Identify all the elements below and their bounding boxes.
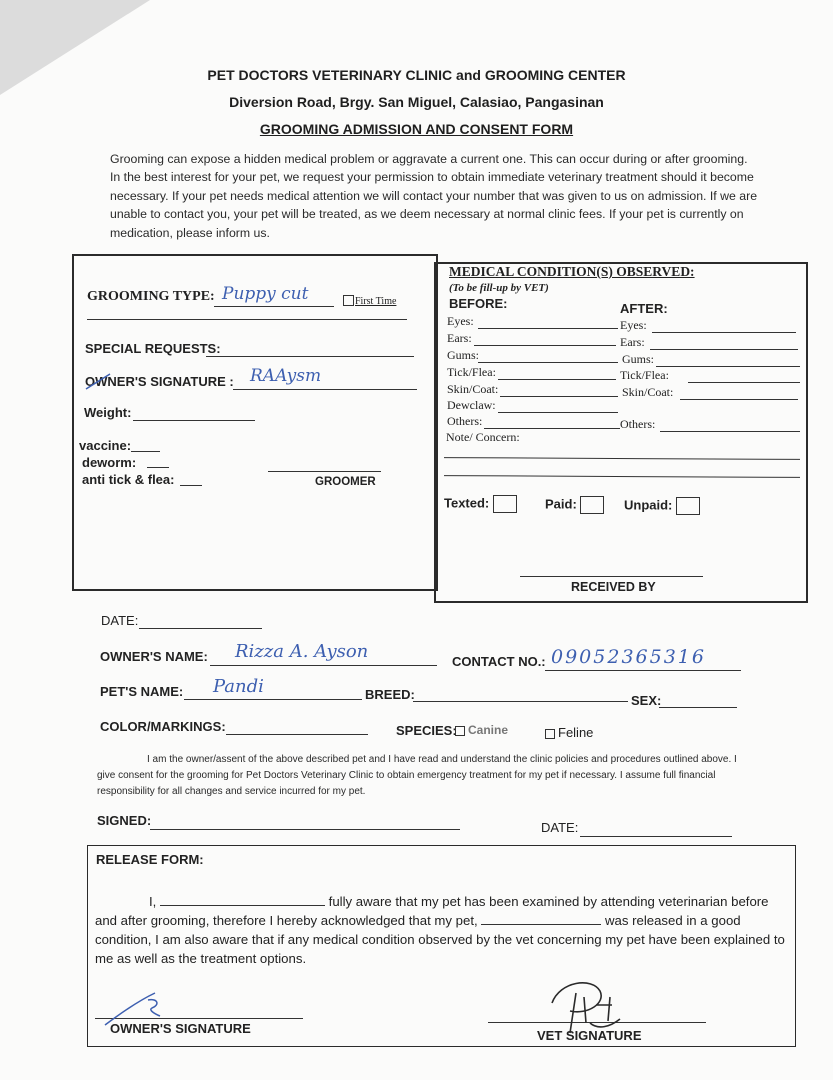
before-item-label: Dewclaw:	[447, 398, 496, 412]
vaccine-label: vaccine:	[79, 438, 132, 453]
before-item-label: Tick/Flea:	[447, 365, 496, 379]
note-concern-label: Note/ Concern:	[446, 430, 520, 444]
owner-name-label: OWNER'S NAME:	[100, 649, 208, 664]
contact-label: CONTACT NO.:	[452, 654, 546, 669]
vet-signature-label: VET SIGNATURE	[537, 1028, 642, 1043]
owner-signature-line	[233, 389, 417, 390]
feline-option[interactable]: Feline	[545, 725, 593, 740]
grooming-type-extra-line	[87, 319, 407, 320]
pet-name-line	[184, 699, 362, 700]
before-item-label: Others:	[447, 414, 483, 428]
before-item-line[interactable]	[498, 379, 616, 380]
antitick-line[interactable]	[180, 485, 202, 486]
release-pet-blank[interactable]	[481, 912, 601, 925]
before-item-label: Gums:	[447, 348, 480, 362]
consent-text: I am the owner/assent of the above described pet and I have read and understand the clinic policies and procedures outlined above. I give consent for the grooming for Pet Doctors Veterinary Clinic to obtain emergency treatment for my pet if necessary. I assume full financial responsibility for all changes and service incurred for my pet.	[97, 754, 737, 797]
paid-label: Paid:	[545, 496, 604, 514]
first-time-label: First Time	[355, 296, 397, 307]
deworm-label: deworm:	[82, 455, 137, 470]
before-item-label: Skin/Coat:	[447, 382, 499, 396]
contact-line	[545, 670, 741, 671]
vaccine-line[interactable]	[131, 451, 160, 452]
before-item-line[interactable]	[474, 345, 616, 346]
before-item-line[interactable]	[478, 362, 618, 363]
antitick-label: anti tick & flea:	[82, 472, 175, 487]
special-requests-label: SPECIAL REQUESTS:	[85, 341, 221, 356]
canine-checkbox[interactable]	[455, 726, 465, 736]
after-item-line[interactable]	[688, 382, 800, 383]
after-item-line[interactable]	[680, 399, 798, 400]
first-time-checkbox[interactable]	[343, 295, 354, 306]
deworm-line[interactable]	[147, 467, 169, 468]
grooming-type-label: GROOMING TYPE:	[87, 289, 215, 304]
grooming-type-line	[214, 306, 334, 307]
weight-line[interactable]	[133, 420, 255, 421]
clinic-name: PET DOCTORS VETERINARY CLINIC and GROOMING CENTER	[207, 67, 626, 83]
before-item-line[interactable]	[478, 328, 618, 329]
unpaid-label: Unpaid:	[624, 497, 700, 515]
unpaid-checkbox[interactable]	[676, 497, 700, 515]
release-title: RELEASE FORM:	[96, 852, 204, 867]
special-requests-line[interactable]	[206, 356, 414, 357]
after-item-label: Skin/Coat:	[622, 385, 674, 399]
after-item-line[interactable]	[650, 349, 798, 350]
contact-value[interactable]: 09052365316	[551, 646, 706, 668]
after-item-line[interactable]	[652, 332, 796, 333]
canine-option[interactable]: Canine	[455, 723, 508, 737]
medical-title: MEDICAL CONDITION(S) OBSERVED:	[449, 264, 695, 279]
intro-paragraph: Grooming can expose a hidden medical problem or aggravate a current one. This can occur during or after grooming. In the best interest for your pet, we request your permission to obtain immediate veterinary treatment should it become necessary. If your pet needs medical attention we will contact your number that was given to us on admission. If we are unable to contact you, your pet will be treated, as we deem necessary at normal clinic fees. If your pet is currently on medication, please inform us.	[110, 152, 758, 240]
signed-label: SIGNED:	[97, 813, 152, 828]
consent-date-label: DATE:	[541, 820, 579, 835]
after-item-label: Gums:	[622, 352, 655, 366]
date-label: DATE:	[101, 613, 139, 628]
breed-line[interactable]	[413, 701, 628, 702]
before-item-line[interactable]	[500, 396, 618, 397]
color-label: COLOR/MARKINGS:	[100, 719, 226, 734]
medical-subtitle: (To be fill-up by VET)	[449, 282, 549, 294]
paid-checkbox[interactable]	[580, 496, 604, 514]
texted-label: Texted:	[444, 495, 517, 513]
after-item-label: Ears:	[620, 335, 645, 349]
color-line[interactable]	[226, 734, 368, 735]
before-item-label: Ears:	[447, 331, 472, 345]
owner-name-line	[210, 665, 437, 666]
before-item-label: Eyes:	[447, 314, 474, 328]
grooming-type-value[interactable]: Puppy cut	[222, 284, 309, 304]
texted-checkbox[interactable]	[493, 495, 517, 513]
groomer-label: GROOMER	[315, 476, 376, 488]
owner-signature-label: OWNER'S SIGNATURE :	[85, 374, 234, 389]
signature-strike	[84, 371, 114, 393]
date-line[interactable]	[139, 628, 262, 629]
before-label: BEFORE:	[449, 296, 508, 311]
after-item-label: Others:	[620, 417, 656, 431]
pet-name-label: PET'S NAME:	[100, 684, 184, 699]
after-item-label: Eyes:	[620, 318, 647, 332]
received-by-line	[520, 576, 703, 577]
consent-date-line[interactable]	[580, 836, 732, 837]
species-label: SPECIES:	[396, 723, 457, 738]
owner-signature-value[interactable]: RAAysm	[250, 366, 322, 386]
before-item-line[interactable]	[498, 412, 618, 413]
weight-label: Weight:	[84, 405, 132, 420]
sex-line[interactable]	[659, 707, 737, 708]
form-title: GROOMING ADMISSION AND CONSENT FORM	[259, 121, 574, 137]
after-item-label: Tick/Flea:	[620, 368, 669, 382]
release-owner-signature-label: OWNER'S SIGNATURE	[110, 1021, 251, 1036]
pet-name-value[interactable]: Pandi	[213, 676, 264, 697]
clinic-address: Diversion Road, Brgy. San Miguel, Calasiao, Pangasinan	[229, 94, 604, 110]
after-label: AFTER:	[620, 301, 668, 316]
received-by-label: RECEIVED BY	[571, 580, 656, 594]
before-item-line[interactable]	[484, 428, 620, 429]
owner-name-value[interactable]: Rizza A. Ayson	[235, 641, 369, 662]
breed-label: BREED:	[365, 687, 415, 702]
release-text: I, fully aware that my pet has been examined by attending veterinarian before and after grooming, therefore I hereby acknowledged that my pet, was released in a good condition, I am also aware that if any medical condition observed by the vet concerning my pet have been explained to me as well as the treatment options.	[95, 894, 785, 966]
after-item-line[interactable]	[656, 366, 800, 367]
groomer-line	[268, 471, 381, 472]
release-owner-blank[interactable]	[160, 893, 325, 906]
sex-label: SEX:	[631, 693, 662, 708]
feline-checkbox[interactable]	[545, 729, 555, 739]
signed-line[interactable]	[150, 829, 460, 830]
after-item-line[interactable]	[660, 431, 800, 432]
